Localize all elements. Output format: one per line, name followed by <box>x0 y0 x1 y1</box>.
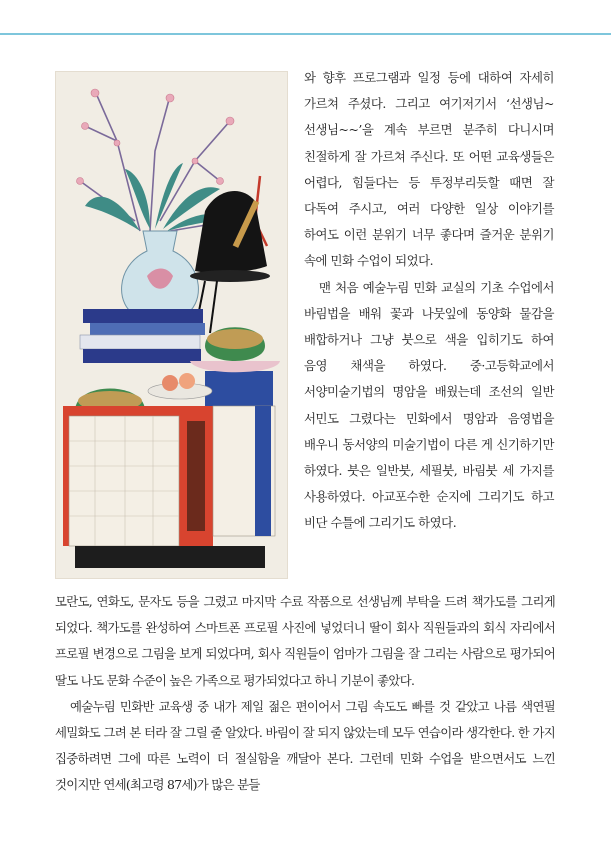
celadon-vase <box>122 231 199 316</box>
paragraph-final-work: 모란도, 연화도, 문자도 등을 그렸고 마지막 수료 작품으로 선생님께 부탁을 드려 책가도를 그리게 되었다. 책가도를 완성하여 스마트폰 프로필 사진에 넣었더니 딸이 회사 직원들과의 회식 자리에서 프로필 변경으로 그림을 보게 되었다며, 회사 직원들이 엄마가 그림을 잘 그리는 사람으로 평가되어 딸도 나도 문화 수준이 높은 가족으로 평가되었다고 하니 기분이 좋았다. <box>55 594 555 688</box>
paragraph-youngest-student: 예술누림 민화반 교육생 중 내가 제일 젊은 편이어서 그림 속도도 빠를 것 같았고 나름 색연필 세밀화도 그려 본 터라 잘 그릴 줄 알았다. 바림이 잘 되지 않았는데 모두 연습이라 생각한다. 한 가지 집중하려면 그에 따른 노력이 더 절실함을 깨달아 본다. 그런데 민화 수업을 받으면서도 느낀 것이지만 연세(최고령 87세)가 많은 분들 <box>55 698 555 793</box>
paragraph-continuation: 와 향후 프로그램과 일정 등에 대하여 자세히 가르쳐 주셨다. 그리고 여기저기서 ‘선생님~ 선생님~~’을 계속 부르면 분주히 다니시며 친절하게 잘 가르쳐 주신다. 또 어떤 교육생들은 어렵다, 힘들다는 등 투정부리듯할 때면 잘 다독여 주시고, 여러 다양한 일상 이야기를 하여도 이런 분위기 너무 좋다며 즐거운 분위기 속에 민화 수업이 되었다. <box>304 70 554 269</box>
header-rule <box>0 33 611 35</box>
text-full-width <box>55 589 555 799</box>
text-column-beside-image <box>304 65 554 537</box>
paragraph-basic-lesson: 맨 처음 예술누림 민화 교실의 기초 수업에서 바림법을 배워 꽃과 나뭇잎에 동양화 물감을 배합하거나 그냥 붓으로 색을 입히기도 하여 음영 채색을 하였다. 중·고등학교에서 서양미술기법의 명암을 배웠는데 조선의 일반 서민도 그렸다는 민화에서 명암과 음영법을 배우니 동서양의 미술기법이 다른 게 신기하기만 하였다. 붓은 일반붓, 세필붓, 바림붓 세 가지를 사용하였다. 아교포수한 순지에 그리기도 하고 비단 수틀에 그리기도 하였다. <box>304 279 554 531</box>
bookcase-chest <box>63 406 275 568</box>
peach-dish <box>148 373 212 399</box>
chaekgado-painting <box>55 71 288 579</box>
